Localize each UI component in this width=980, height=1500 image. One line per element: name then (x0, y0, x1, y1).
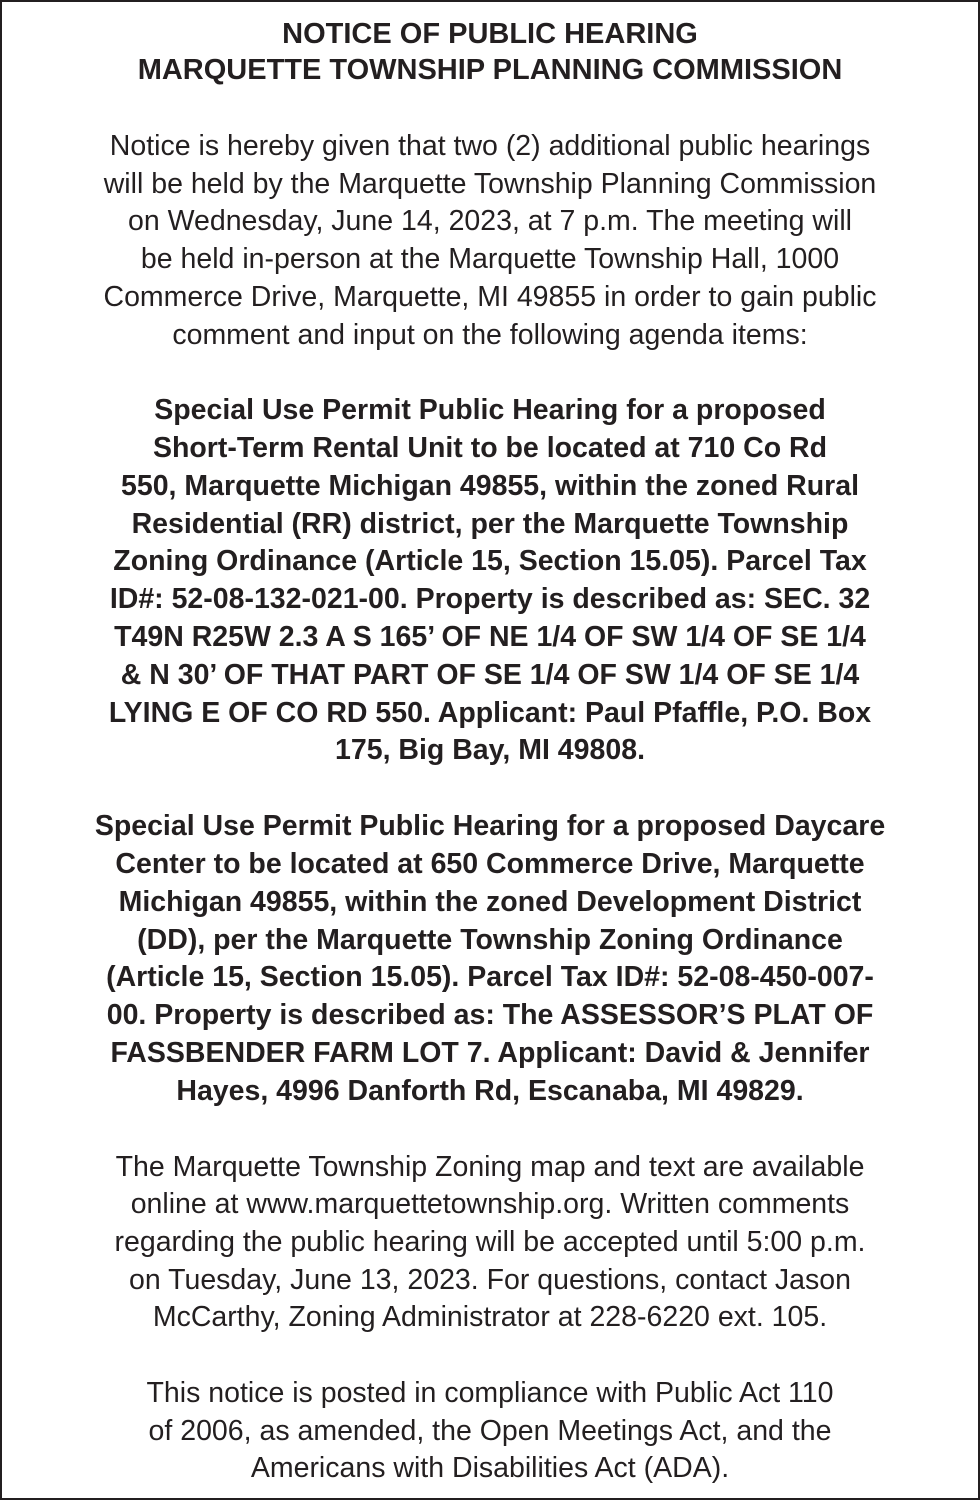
intro-line: on Wednesday, June 14, 2023, at 7 p.m. The meeting will (127, 205, 853, 238)
agenda-item-line: Residential (RR) district, per the Marquette Township (131, 507, 849, 540)
info-line: The Marquette Township Zoning map and text are available (115, 1150, 865, 1183)
agenda-item-line: Michigan 49855, within the zoned Development District (118, 885, 862, 918)
agenda-item-line: 00. Property is described as: The ASSESSOR’S PLAT OF (106, 999, 874, 1032)
agenda-item-line: FASSBENDER FARM LOT 7. Applicant: David & Jennifer (110, 1036, 870, 1069)
agenda-item-short-term-rental (28, 392, 952, 770)
agenda-item-line: Short-Term Rental Unit to be located at 710 Co Rd (152, 432, 828, 465)
agenda-item-line: (Article 15, Section 15.05). Parcel Tax ID#: 52-08-450-007- (106, 961, 874, 994)
agenda-item-line: ID#: 52-08-132-021-00. Property is described as: SEC. 32 (109, 583, 871, 616)
compliance-line: of 2006, as amended, the Open Meetings Act, and the (148, 1414, 832, 1447)
intro-line: be held in-person at the Marquette Township Hall, 1000 (140, 243, 840, 276)
info-paragraph (28, 1149, 952, 1338)
agenda-item-line: LYING E OF CO RD 550. Applicant: Paul Pfaffle, P.O. Box (108, 696, 872, 729)
agenda-item-line: (DD), per the Marquette Township Zoning Ordinance (137, 923, 843, 956)
notice-title: NOTICE OF PUBLIC HEARING (282, 18, 698, 50)
info-line: on Tuesday, June 13, 2023. For questions, contact Jason (129, 1263, 851, 1296)
agenda-item-line: Center to be located at 650 Commerce Drive, Marquette (115, 847, 865, 880)
compliance-line: Americans with Disabilities Act (ADA). (250, 1452, 730, 1485)
agenda-item-line: Zoning Ordinance (Article 15, Section 15.05). Parcel Tax (113, 545, 867, 578)
notice-subtitle: MARQUETTE TOWNSHIP PLANNING COMMISSION (137, 54, 843, 86)
intro-line: Notice is hereby given that two (2) additional public hearings (109, 130, 871, 162)
agenda-item-line: & N 30’ OF THAT PART OF SE 1/4 OF SW 1/4 OF SE 1/4 (120, 658, 860, 691)
agenda-item-line: Hayes, 4996 Danforth Rd, Escanaba, MI 49829. (176, 1074, 804, 1107)
compliance-line: This notice is posted in compliance with Public Act 110 (146, 1377, 834, 1410)
intro-line: will be held by the Marquette Township Planning Commission (103, 167, 877, 200)
agenda-item-line: 550, Marquette Michigan 49855, within the zoned Rural (121, 469, 859, 502)
intro-paragraph (28, 128, 952, 354)
info-line: regarding the public hearing will be accepted until 5:00 p.m. (114, 1225, 866, 1258)
agenda-item-line: T49N R25W 2.3 A S 165’ OF NE 1/4 OF SW 1/4 OF SE 1/4 (114, 621, 866, 653)
agenda-item-daycare (28, 808, 952, 1110)
info-line: McCarthy, Zoning Administrator at 228-6220 ext. 105. (152, 1301, 828, 1334)
agenda-item-line: Special Use Permit Public Hearing for a proposed Daycare (94, 810, 886, 843)
intro-line: Commerce Drive, Marquette, MI 49855 in order to gain public (103, 280, 877, 313)
agenda-item-line: Special Use Permit Public Hearing for a proposed (154, 394, 826, 427)
agenda-item-line: 175, Big Bay, MI 49808. (335, 734, 645, 767)
info-line: online at www.marquettetownship.org. Written comments (130, 1188, 850, 1221)
intro-line: comment and input on the following agenda items: (172, 318, 808, 351)
compliance-paragraph (28, 1375, 952, 1488)
